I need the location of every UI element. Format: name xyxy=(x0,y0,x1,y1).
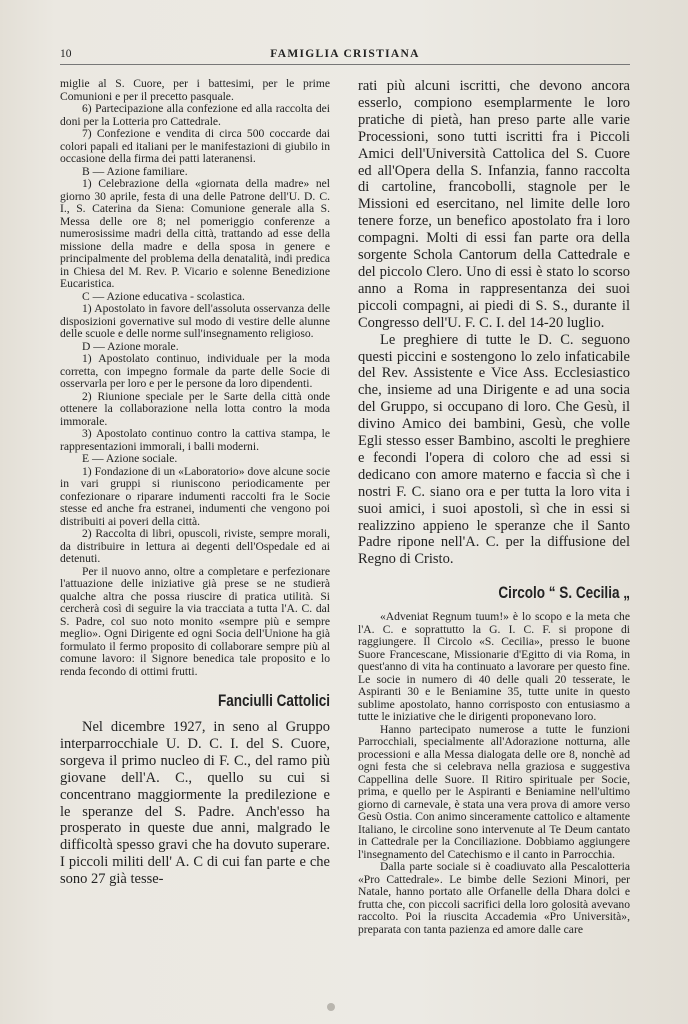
running-header xyxy=(60,44,630,65)
paragraph: 1) Celebrazione della «giornata della madre» nel giorno 30 aprile, festa di una delle Patrone dell'U. D. C. I., S. Caterina da Siena: Comunione generale alla S. Messa delle ore 8; nel pomeriggio conferenze a numerosissime madri della città, trattando ad esse della missione della madre e della sposa in genere e principalmente del problema della denatalità, indi predica in Chiesa del M. Rev. P. Vicario e solenne Benedizione Eucaristica. xyxy=(60,177,330,290)
paragraph: 7) Confezione e vendita di circa 500 coccarde dai colori papali ed italiani per le manifestazioni di giubilo in occasione della firma dei patti lateranensi. xyxy=(60,127,330,165)
paragraph: Le preghiere di tutte le D. C. seguono questi piccini e sostengono lo zelo infaticabile del Rev. Assistente e Vice Ass. Ecclesiastico che, insieme ad una Dirigente e ad una socia del Gruppo, si occupano di loro. Che Gesù, il divino Amico dei bambini, Gesù, che volle Egli stesso esser Bambino, ascolti le preghiere e fecondi l'opera di coloro che ad essi si dedicano con amore materno e faccia sì che i nostri F. C. siano ora e per tutta la loro vita i suoi amici, i suoi apostoli, sì che in essi si realizzino appieno le speranze che il Santo Padre ripone nell'A. C. per la diffusione del Regno di Cristo. xyxy=(358,331,630,568)
paragraph: rati più alcuni iscritti, che devono ancora esserlo, compiono esemplarmente le loro pratiche di pietà, han preso parte alle varie Processioni, sono tutti iscritti fra i Piccoli Amici dell'Università Cattolica del S. Cuore ed all'Opera della S. Infanzia, fanno raccolta di cartoline, francobolli, stagnole per le Missioni ed esercitano, nel limite delle loro tenere forze, un benefico apostolato fra i loro compagni. Molti di essi fan parte ora della sorgente Schola Cantorum della Cattedrale e del piccolo Clero. Uno di essi è stato lo scorso anno a Roma in rappresentanza dei suoi piccoli compagni, ai piedi di S. S., durante il Congresso dell'U. F. C. I. del 14-20 luglio. xyxy=(358,78,630,331)
paragraph: 1) Apostolato in favore dell'assoluta osservanza delle disposizioni governative sul modo di vestire delle alunne delle scuole e delle norme sull'insegnamento religioso. xyxy=(60,302,330,340)
page-number: 10 xyxy=(60,48,72,60)
paragraph: «Adveniat Regnum tuum!» è lo scopo e la meta che l'A. C. e soprattutto la G. I. C. F. si propone di raggiungere. Il Circolo «S. Cecilia», presso le buone Suore Francescane, Missionarie d'Egitto di via Roma, in quest'anno di vita ha continuato a lavorare per questo fine. Le socie in numero di 40 delle quali 20 tesserate, le Aspiranti 30 e le Beniamine 35, tutte unite in questo sublime apostolato, hanno corrisposto con entusiasmo a tutte le iniziative che le dirigenti proponevano loro. xyxy=(358,610,630,724)
section-heading: C — Azione educativa - scolastica. xyxy=(82,289,245,303)
paragraph: Nel dicembre 1927, in seno al Gruppo interparrocchiale U. D. C. I. del S. Cuore, sorgeva il primo nucleo di F. C., del ramo più giovane dell'A. C., quello su cui si concentrano maggiormente la predilezione e le speranze del S. Padre. Anch'esso ha prosperato in queste due anni, malgrado le difficoltà spesso gravi che ha dovuto superare. I piccoli militi dell' A. C di cui fan parte e che sono 27 già tesse- xyxy=(60,719,330,888)
paragraph: Hanno partecipato numerose a tutte le funzioni Parrocchiali, specialmente all'Adorazione notturna, alle processioni e alla Messa dialogata delle ore 8, nonchè ad ogni festa che si celebrava nella graziosa e suggestiva Cappellina delle Suore. Il Ritiro spirituale per Socie, prima, e quello per le Aspiranti e Beniamine nell'ultimo giorno di carnevale, è stata una vera prova di amore verso Gesù Ostia. Con animo sinceramente cattolico e altamente Italiano, le circoline sono intervenute al Te Deum cantato in Cattedrale per la Conciliazione. Dobbiamo aggiungere l'insegnamento del Catechismo e il canto in Parrocchia. xyxy=(358,722,630,861)
right-column xyxy=(358,78,630,936)
paragraph: Dalla parte sociale si è coadiuvato alla Pescalotteria «Pro Cattedrale». Le bimbe delle Sezioni Minori, per Natale, hanno portato alle Orfanelle della Dhara dolci e frutta che, con piccoli sacrifici della loro golosità avevano raccolto. Poi la riuscita Accademia «Pro Università», preparata con tanta pazienza ed amore dalle care xyxy=(358,860,630,936)
paragraph: 3) Apostolato continuo contro la cattiva stampa, le rappresentazioni immorali, i balli moderni. xyxy=(60,427,330,453)
magazine-title: FAMIGLIA CRISTIANA xyxy=(270,48,420,60)
paragraph: 1) Apostolato continuo, individuale per la moda corretta, con impegno formale da parte delle Socie di osservarla per loro e per le persone da loro dipendenti. xyxy=(60,352,330,390)
section-heading: B — Azione familiare. xyxy=(82,164,188,178)
section-heading: D — Azione morale. xyxy=(82,339,179,353)
paragraph: miglie al S. Cuore, per i battesimi, per le prime Comunioni e per il precetto pasquale. xyxy=(60,78,330,103)
article-heading: Fanciulli Cattolici xyxy=(217,692,330,710)
paragraph: Per il nuovo anno, oltre a completare e perfezionare l'attuazione delle iniziative già prese se ne studierà qualche altra che possa riuscire di pratica utilità. Si cercherà così di seguire la via tracciata a tutta l'A. C. dal S. Padre, col suo noto monito «sempre più e sempre meglio». Ogni Dirigente ed ogni Socia dell'Unione ha già formulato il fermo proposito di collaborare sempre più al comune lavoro: il Signore benedica tale proposito e lo renda fecondo di ottimi frutti. xyxy=(60,564,330,678)
paragraph: 2) Raccolta di libri, opuscoli, riviste, sempre morali, da distribuire in lettura ai degenti dell'Ospedale ed ai detenuti. xyxy=(60,527,330,565)
paragraph: 6) Partecipazione alla confezione ed alla raccolta dei doni per la Lotteria pro Cattedrale. xyxy=(60,102,330,128)
left-column xyxy=(60,78,330,888)
binding-hole xyxy=(327,1003,335,1011)
section-heading: E — Azione sociale. xyxy=(82,452,178,465)
paragraph: 1) Fondazione di un «Laboratorio» dove alcune socie in vari gruppi si riuniscono periodicamente per confezionare o riparare indumenti raccolti fra le Socie stesse ed anche fra estranei, indumenti che vengono poi distribuiti ai poveri della città. xyxy=(60,464,330,528)
paragraph: 2) Riunione speciale per le Sarte della città onde ottenere la collaborazione nella lotta contro la moda immorale. xyxy=(60,389,330,428)
article-heading: Circolo “ S. Cecilia „ xyxy=(498,584,630,603)
